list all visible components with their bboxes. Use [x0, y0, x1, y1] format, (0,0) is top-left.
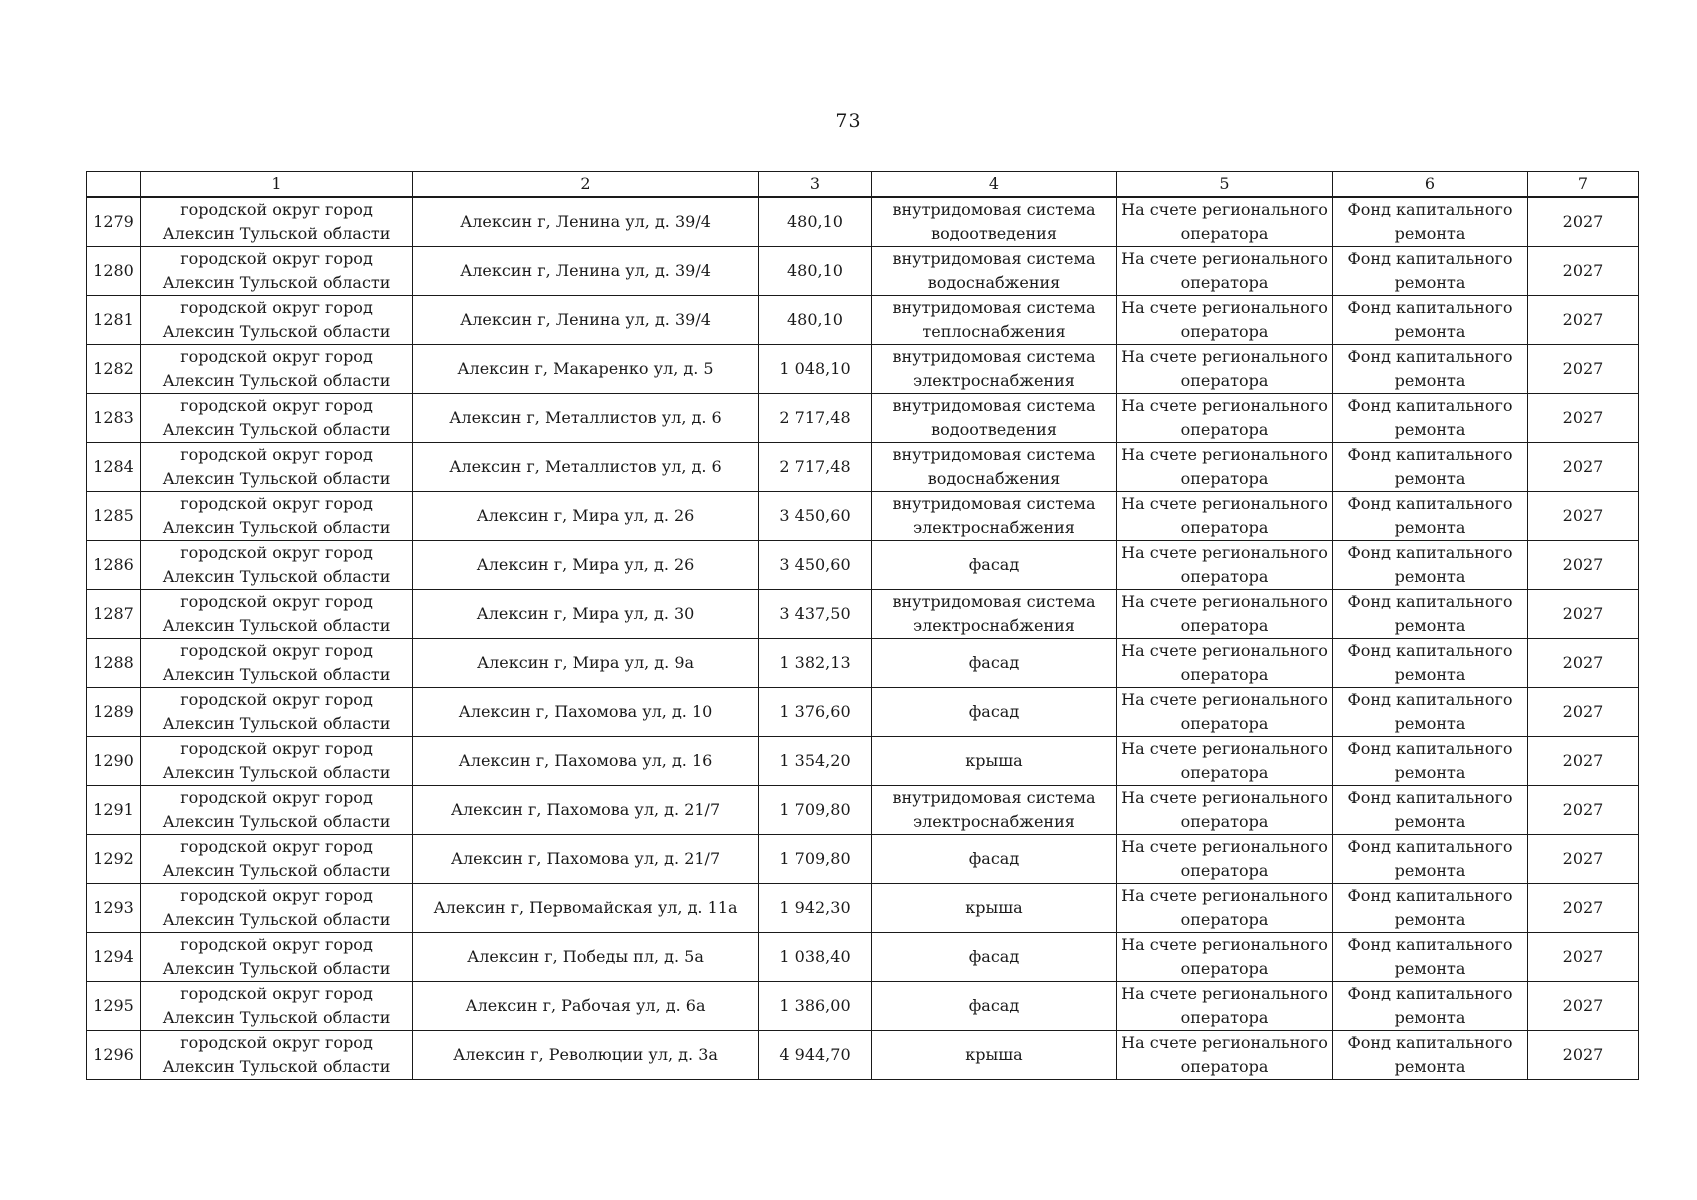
row-number-cell: 1289 [87, 688, 141, 737]
structural-element-cell: крыша [872, 884, 1117, 933]
account-type-cell: На счете регионального оператора [1117, 786, 1333, 835]
table-row [87, 688, 1639, 737]
row-number-cell: 1287 [87, 590, 141, 639]
municipality-cell: городской округ город Алексин Тульской области [141, 1031, 413, 1080]
account-type-cell: На счете регионального оператора [1117, 737, 1333, 786]
area-cell: 1 709,80 [759, 786, 872, 835]
row-number-cell: 1291 [87, 786, 141, 835]
area-cell: 3 450,60 [759, 492, 872, 541]
address-cell: Алексин г, Ленина ул, д. 39/4 [413, 247, 759, 296]
structural-element-cell: фасад [872, 541, 1117, 590]
area-cell: 1 386,00 [759, 982, 872, 1031]
page-number: 73 [835, 110, 862, 132]
funding-source-cell: Фонд капитального ремонта [1333, 835, 1528, 884]
area-cell: 3 437,50 [759, 590, 872, 639]
year-cell: 2027 [1528, 492, 1639, 541]
area-cell: 480,10 [759, 197, 872, 247]
column-header-row-number [87, 172, 141, 198]
structural-element-cell: внутридомовая система водоотведения [872, 394, 1117, 443]
year-cell: 2027 [1528, 247, 1639, 296]
row-number-cell: 1296 [87, 1031, 141, 1080]
year-cell: 2027 [1528, 345, 1639, 394]
municipality-cell: городской округ город Алексин Тульской области [141, 541, 413, 590]
structural-element-cell: внутридомовая система электроснабжения [872, 590, 1117, 639]
year-cell: 2027 [1528, 639, 1639, 688]
area-cell: 1 048,10 [759, 345, 872, 394]
account-type-cell: На счете регионального оператора [1117, 835, 1333, 884]
funding-source-cell: Фонд капитального ремонта [1333, 737, 1528, 786]
area-cell: 1 038,40 [759, 933, 872, 982]
area-cell: 1 709,80 [759, 835, 872, 884]
municipality-cell: городской округ город Алексин Тульской области [141, 443, 413, 492]
table-row [87, 737, 1639, 786]
structural-element-cell: внутридомовая система электроснабжения [872, 492, 1117, 541]
year-cell: 2027 [1528, 590, 1639, 639]
funding-source-cell: Фонд капитального ремонта [1333, 345, 1528, 394]
column-header-6: 6 [1333, 172, 1528, 198]
funding-source-cell: Фонд капитального ремонта [1333, 884, 1528, 933]
municipality-cell: городской округ город Алексин Тульской области [141, 786, 413, 835]
column-header-2: 2 [413, 172, 759, 198]
municipality-cell: городской округ город Алексин Тульской области [141, 933, 413, 982]
municipality-cell: городской округ город Алексин Тульской области [141, 590, 413, 639]
table-row [87, 345, 1639, 394]
row-number-cell: 1280 [87, 247, 141, 296]
account-type-cell: На счете регионального оператора [1117, 345, 1333, 394]
year-cell: 2027 [1528, 443, 1639, 492]
table-row [87, 296, 1639, 345]
table-row [87, 1031, 1639, 1080]
municipality-cell: городской округ город Алексин Тульской области [141, 835, 413, 884]
structural-element-cell: фасад [872, 688, 1117, 737]
address-cell: Алексин г, Мира ул, д. 26 [413, 541, 759, 590]
address-cell: Алексин г, Металлистов ул, д. 6 [413, 443, 759, 492]
year-cell: 2027 [1528, 933, 1639, 982]
structural-element-cell: внутридомовая система электроснабжения [872, 345, 1117, 394]
address-cell: Алексин г, Пахомова ул, д. 16 [413, 737, 759, 786]
funding-source-cell: Фонд капитального ремонта [1333, 786, 1528, 835]
account-type-cell: На счете регионального оператора [1117, 247, 1333, 296]
structural-element-cell: внутридомовая система электроснабжения [872, 786, 1117, 835]
column-header-5: 5 [1117, 172, 1333, 198]
row-number-cell: 1285 [87, 492, 141, 541]
municipality-cell: городской округ город Алексин Тульской области [141, 247, 413, 296]
address-cell: Алексин г, Ленина ул, д. 39/4 [413, 197, 759, 247]
area-cell: 1 382,13 [759, 639, 872, 688]
funding-source-cell: Фонд капитального ремонта [1333, 590, 1528, 639]
account-type-cell: На счете регионального оператора [1117, 492, 1333, 541]
structural-element-cell: фасад [872, 982, 1117, 1031]
funding-source-cell: Фонд капитального ремонта [1333, 1031, 1528, 1080]
table-row [87, 786, 1639, 835]
funding-source-cell: Фонд капитального ремонта [1333, 394, 1528, 443]
address-cell: Алексин г, Ленина ул, д. 39/4 [413, 296, 759, 345]
year-cell: 2027 [1528, 197, 1639, 247]
account-type-cell: На счете регионального оператора [1117, 296, 1333, 345]
structural-element-cell: внутридомовая система водоснабжения [872, 443, 1117, 492]
funding-source-cell: Фонд капитального ремонта [1333, 639, 1528, 688]
funding-source-cell: Фонд капитального ремонта [1333, 492, 1528, 541]
year-cell: 2027 [1528, 884, 1639, 933]
area-cell: 1 354,20 [759, 737, 872, 786]
area-cell: 2 717,48 [759, 394, 872, 443]
address-cell: Алексин г, Рабочая ул, д. 6а [413, 982, 759, 1031]
row-number-cell: 1282 [87, 345, 141, 394]
table-row [87, 933, 1639, 982]
row-number-cell: 1281 [87, 296, 141, 345]
account-type-cell: На счете регионального оператора [1117, 541, 1333, 590]
address-cell: Алексин г, Макаренко ул, д. 5 [413, 345, 759, 394]
account-type-cell: На счете регионального оператора [1117, 1031, 1333, 1080]
account-type-cell: На счете регионального оператора [1117, 639, 1333, 688]
table-row [87, 492, 1639, 541]
funding-source-cell: Фонд капитального ремонта [1333, 247, 1528, 296]
municipality-cell: городской округ город Алексин Тульской области [141, 296, 413, 345]
year-cell: 2027 [1528, 982, 1639, 1031]
year-cell: 2027 [1528, 737, 1639, 786]
structural-element-cell: внутридомовая система водоотведения [872, 197, 1117, 247]
year-cell: 2027 [1528, 786, 1639, 835]
structural-element-cell: фасад [872, 835, 1117, 884]
row-number-cell: 1284 [87, 443, 141, 492]
table-row [87, 443, 1639, 492]
table-row [87, 884, 1639, 933]
funding-source-cell: Фонд капитального ремонта [1333, 688, 1528, 737]
address-cell: Алексин г, Пахомова ул, д. 21/7 [413, 835, 759, 884]
area-cell: 1 942,30 [759, 884, 872, 933]
structural-element-cell: фасад [872, 639, 1117, 688]
row-number-cell: 1283 [87, 394, 141, 443]
structural-element-cell: фасад [872, 933, 1117, 982]
year-cell: 2027 [1528, 835, 1639, 884]
area-cell: 1 376,60 [759, 688, 872, 737]
table-row [87, 982, 1639, 1031]
account-type-cell: На счете регионального оператора [1117, 884, 1333, 933]
table-body [87, 197, 1639, 1080]
address-cell: Алексин г, Победы пл, д. 5а [413, 933, 759, 982]
table-row [87, 394, 1639, 443]
column-header-3: 3 [759, 172, 872, 198]
row-number-cell: 1288 [87, 639, 141, 688]
municipality-cell: городской округ город Алексин Тульской области [141, 197, 413, 247]
account-type-cell: На счете регионального оператора [1117, 443, 1333, 492]
area-cell: 480,10 [759, 247, 872, 296]
municipality-cell: городской округ город Алексин Тульской области [141, 737, 413, 786]
column-header-7: 7 [1528, 172, 1639, 198]
account-type-cell: На счете регионального оператора [1117, 688, 1333, 737]
column-number-row [87, 172, 1639, 198]
municipality-cell: городской округ город Алексин Тульской области [141, 688, 413, 737]
structural-element-cell: крыша [872, 737, 1117, 786]
structural-element-cell: крыша [872, 1031, 1117, 1080]
structural-element-cell: внутридомовая система водоснабжения [872, 247, 1117, 296]
year-cell: 2027 [1528, 541, 1639, 590]
area-cell: 2 717,48 [759, 443, 872, 492]
funding-source-cell: Фонд капитального ремонта [1333, 443, 1528, 492]
municipality-cell: городской округ город Алексин Тульской области [141, 982, 413, 1031]
account-type-cell: На счете регионального оператора [1117, 590, 1333, 639]
account-type-cell: На счете регионального оператора [1117, 394, 1333, 443]
area-cell: 3 450,60 [759, 541, 872, 590]
municipality-cell: городской округ город Алексин Тульской области [141, 492, 413, 541]
address-cell: Алексин г, Революции ул, д. 3а [413, 1031, 759, 1080]
funding-source-cell: Фонд капитального ремонта [1333, 933, 1528, 982]
funding-source-cell: Фонд капитального ремонта [1333, 541, 1528, 590]
account-type-cell: На счете регионального оператора [1117, 982, 1333, 1031]
year-cell: 2027 [1528, 296, 1639, 345]
row-number-cell: 1292 [87, 835, 141, 884]
address-cell: Алексин г, Мира ул, д. 9а [413, 639, 759, 688]
column-header-4: 4 [872, 172, 1117, 198]
address-cell: Алексин г, Мира ул, д. 26 [413, 492, 759, 541]
area-cell: 4 944,70 [759, 1031, 872, 1080]
table-row [87, 835, 1639, 884]
funding-source-cell: Фонд капитального ремонта [1333, 197, 1528, 247]
year-cell: 2027 [1528, 688, 1639, 737]
funding-source-cell: Фонд капитального ремонта [1333, 982, 1528, 1031]
column-header-1: 1 [141, 172, 413, 198]
municipality-cell: городской округ город Алексин Тульской области [141, 884, 413, 933]
year-cell: 2027 [1528, 1031, 1639, 1080]
row-number-cell: 1293 [87, 884, 141, 933]
row-number-cell: 1295 [87, 982, 141, 1031]
table-row [87, 197, 1639, 247]
address-cell: Алексин г, Мира ул, д. 30 [413, 590, 759, 639]
address-cell: Алексин г, Пахомова ул, д. 10 [413, 688, 759, 737]
funding-source-cell: Фонд капитального ремонта [1333, 296, 1528, 345]
year-cell: 2027 [1528, 394, 1639, 443]
table-row [87, 639, 1639, 688]
table-row [87, 541, 1639, 590]
address-cell: Алексин г, Пахомова ул, д. 21/7 [413, 786, 759, 835]
municipality-cell: городской округ город Алексин Тульской области [141, 394, 413, 443]
table-header [87, 172, 1639, 198]
account-type-cell: На счете регионального оператора [1117, 197, 1333, 247]
row-number-cell: 1286 [87, 541, 141, 590]
row-number-cell: 1290 [87, 737, 141, 786]
address-cell: Алексин г, Первомайская ул, д. 11а [413, 884, 759, 933]
structural-element-cell: внутридомовая система теплоснабжения [872, 296, 1117, 345]
area-cell: 480,10 [759, 296, 872, 345]
table-row [87, 247, 1639, 296]
municipality-cell: городской округ город Алексин Тульской области [141, 639, 413, 688]
row-number-cell: 1279 [87, 197, 141, 247]
municipality-cell: городской округ город Алексин Тульской области [141, 345, 413, 394]
row-number-cell: 1294 [87, 933, 141, 982]
account-type-cell: На счете регионального оператора [1117, 933, 1333, 982]
address-cell: Алексин г, Металлистов ул, д. 6 [413, 394, 759, 443]
capital-repair-table [86, 171, 1639, 1080]
table-row [87, 590, 1639, 639]
